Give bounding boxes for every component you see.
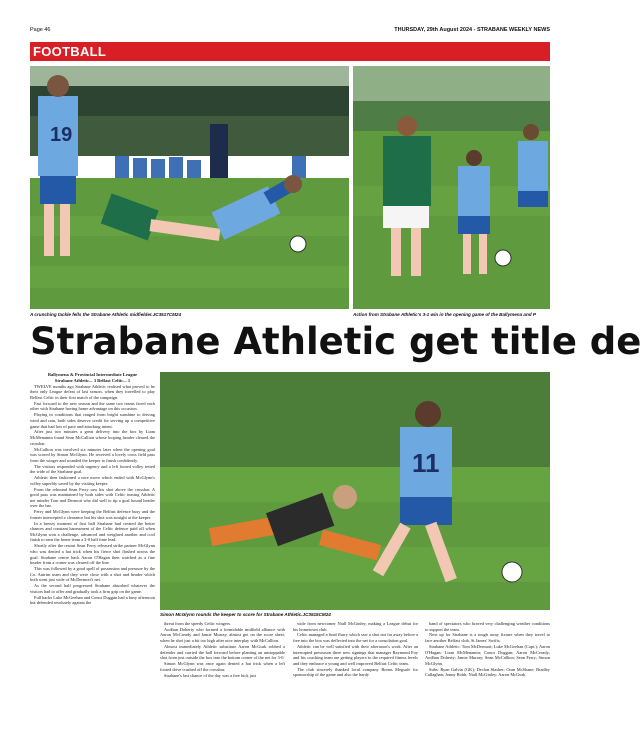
photo-action-caption: Action from Strabane Athletic's 3-1 win in the opening game of the Ballymena and P	[353, 312, 536, 317]
paragraph: Aodhan Doherty who formed a formidable midfield alliance with Aaron McCready and Jamie Murray, almost got on the score sheet, when he shot just a bit too high after nice interplay with McCallion.	[160, 626, 285, 644]
paragraph: Celtic managed a final flurry which saw a shot not far away before a free into the box was deflected into the net for a consolation goal.	[293, 632, 418, 644]
paragraph: From the rebound Sean Ferry saw his shot above the crossbar. A good pass was maintained by both sides with Celtic teasing Athletic net minder Tom and Dermott who did well to tip a goal bound header over the bar.	[30, 486, 155, 509]
page-header	[30, 27, 550, 37]
paragraph: In a breezy moment of first half Strabane had created the better chances and constant harassment of the Celtic defence paid off when McGlynn won a challenge, advanced and weighted another and cool finish to earn the home team a 2-0 half time lead.	[30, 520, 155, 543]
paragraph: Almost immediately Athletic substitute Aaron McGurk robbed a defender and carried the ball forward before planting an unstoppable shot from just outside the box into the bottom corner of the net for 3-0.	[160, 643, 285, 661]
paragraph: McCallion was involved six minutes later when the opening goal was scored by Simon McGlynn. He received a lovely cross field pass from the winger and rounded the keeper to finish confidently.	[30, 446, 155, 463]
photo-tackle-image	[30, 66, 349, 309]
paragraph: Strabane's last chance of the day was a free kick just	[164, 672, 256, 678]
photo-action-image	[353, 66, 550, 309]
article-column-2	[160, 621, 285, 731]
paragraph: Simon McGlynn was once again denied a hat trick when a left footed drive crashed off the crossbar.	[160, 661, 285, 672]
paragraph: Athletic then fashioned a nice move which ended with McGlynn's volley superbly saved by the visiting keeper.	[30, 475, 155, 486]
paragraph: As the second half progressed Strabane absorbed whatever the visitors had to offer and gradually took a firm grip on the game.	[30, 583, 155, 594]
paragraph: TWELVE months ago Strabane Athletic realised what proved to be their only League defeat of last season, when they travelled to play Belfast Celtic in their first match of the campaign.	[30, 383, 155, 400]
photo-tackle	[30, 66, 349, 309]
article-column-1	[30, 372, 155, 732]
article-column-4	[425, 621, 550, 731]
paragraph: Fast forward to the new season and the same two teams faced each other with Strabane having home advantage on this occasion.	[30, 400, 155, 412]
paragraph: wide from newcomer Niall McGinley, making a League debut for his hometown club.	[293, 621, 418, 632]
article-column-3	[293, 621, 418, 731]
paragraph: After just two minutes a great delivery into the box by Liam McMenamin found Sean McCallion whose looping header cleared the crossbar.	[30, 429, 155, 446]
photo-tackle-caption: A crunching tackle fells the Strabane Athletic midfielder.JC3517CM24	[30, 312, 182, 317]
article-intro-league: Ballymena & Provincial Intermediate League	[47, 372, 138, 377]
section-bar	[30, 42, 550, 61]
page-number: Page 46	[30, 27, 51, 33]
photo-goal	[160, 372, 550, 610]
paragraph: Shortly after the restart Sean Ferry released strike partner McGlynn who was denied a hat trick when his fierce shot flashed across the goal. Strabane centre back Aaron O'Hagan then watched as a fine header from a corner was cleared off the line.	[30, 543, 155, 566]
section-label: FOOTBALL	[33, 44, 107, 59]
paragraph: Subs: Ryan Galvin (GK); Declan Slasher; Oran McShane; Bradley Callaghan; Jonny Robb; Niall McGinley; Aaron McGurk.	[425, 666, 550, 678]
article-headline: Strabane Athletic get title de	[30, 320, 641, 363]
article-intro-score: Strabane Athletic... 3 Belfast Celtic... 1	[54, 377, 131, 383]
paragraph: This was followed by a good spell of possession and pressure by the Co. Antrim team and they were close with a shot and header which both went just wide of McDermott's net.	[30, 566, 155, 583]
paragraph: Playing in conditions that ranged from bright sunshine to driving wind and rain, both sides deserve credit for serving up a competitive game that had lots of pace and attacking intent.	[30, 412, 155, 429]
publication-info: THURSDAY, 29th August 2024 - STRABANE WEEKLY NEWS	[394, 27, 550, 33]
shirt-number-11: 11	[412, 448, 440, 478]
paragraph: Ferry and McGlynn were keeping the Belfast defence busy and the former intercepted a clearance but his shot was straight at the keeper.	[30, 509, 155, 520]
photo-action	[353, 66, 550, 309]
paragraph: Full backs Luke McGeehan and Conor Duggan had a busy afternoon but defended resolutely against the	[30, 594, 155, 606]
paragraph: threat from the speedy Celtic wingers.	[164, 621, 232, 626]
paragraph: band of spectators who braved very challenging weather conditions to support the team.	[425, 621, 550, 632]
paragraph: Athletic can be well satisfied with their afternoon's work. After an interrupted preseason three new signings that manager Raymond Foy and his coaching team are getting players to the required fitness levels and they embrace a young and well improved Belfast Celtic team.	[293, 643, 418, 666]
paragraph: The visitors responded with urgency and a left footed volley tested the wide of the Strabane goal.	[30, 463, 155, 475]
photo-goal-caption: Simon McGlynn rounds the keeper to score for Strabane Athletic.JC3515CM24	[160, 612, 331, 617]
paragraph: Next up for Strabane is a tough away fixture when they travel to face another Belfast club, St James' Swifts.	[425, 632, 550, 644]
paragraph: Strabane Athletic: Tom McDermott; Luke McGeehan (Capt.); Aaron O'Hagan; Liam McMenamin; Conor Duggan; Aaron McCready; Aodhan Doherty; Jamie Murray; Sean McCallion; Sean Ferry; Simon McGlynn.	[425, 643, 550, 666]
photo-goal-image	[160, 372, 550, 610]
paragraph: The club sincerely thanked local company Bonus Megsafe for sponsorship of the game and also the hardy	[293, 666, 418, 678]
shirt-number-19: 19	[50, 124, 73, 146]
